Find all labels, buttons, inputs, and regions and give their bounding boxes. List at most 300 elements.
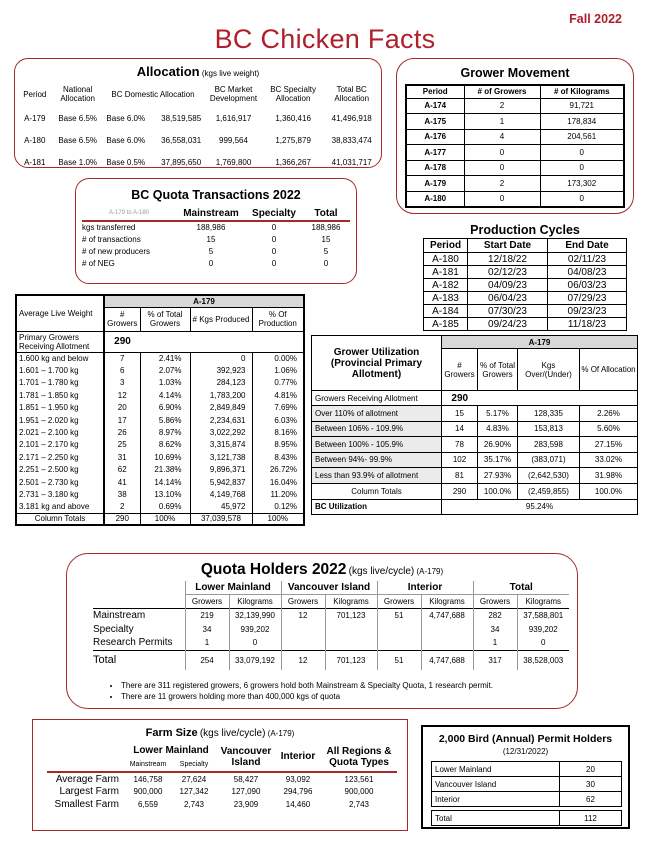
totals-row: [16, 513, 304, 525]
cell: 146,758: [133, 774, 163, 784]
cell: 4.81%: [252, 389, 304, 401]
row-label: kgs transferred: [82, 223, 136, 232]
cell: [325, 636, 377, 650]
row-label: Over 110% of allotment: [312, 406, 442, 422]
cell: 78: [442, 437, 478, 453]
cell: 100%: [140, 513, 190, 525]
row-label: 2.251 – 2.500 kg: [16, 464, 104, 476]
cell: 2,849,849: [190, 402, 252, 414]
quota-holders-period: (A-179): [416, 567, 444, 576]
cell: 51: [377, 608, 421, 622]
cell: 35.17%: [478, 452, 518, 468]
cell: 20: [560, 762, 622, 777]
col-header: Total: [314, 207, 338, 219]
row-label: Average Farm: [55, 773, 119, 785]
receiving-row: [312, 391, 638, 406]
header-row: [82, 206, 350, 221]
cell: 6.90%: [140, 402, 190, 414]
cell: 12: [281, 650, 325, 670]
cell: (383,071): [518, 452, 580, 468]
totals-label: Total: [432, 811, 560, 826]
utilization-label: BC Utilization: [312, 499, 442, 514]
cell: 100.0%: [478, 483, 518, 499]
cell: 294,796: [283, 787, 313, 796]
row-label: Largest Farm: [59, 786, 119, 797]
cell: 701,123: [325, 608, 377, 622]
grower-movement-panel: [396, 58, 634, 214]
row-label: Specialty: [93, 623, 134, 635]
table-row: [424, 279, 627, 292]
cell: 123,561: [344, 774, 374, 784]
period-cell: A-181: [24, 157, 46, 167]
header-row: [424, 239, 627, 253]
row-label: Between 100% - 105.9%: [312, 437, 442, 453]
cell: 0: [271, 223, 277, 232]
cell: 8.95%: [252, 439, 304, 451]
allocation-heading: [15, 64, 381, 79]
utilization-value: 95.24%: [442, 499, 638, 514]
row-label: Smallest Farm: [54, 799, 119, 810]
farm-size-panel: [32, 719, 408, 831]
cell: 8.16%: [252, 426, 304, 438]
bird-permits-table: [431, 761, 622, 826]
row-label: 2.101 – 2.170 kg: [16, 439, 104, 451]
cell: 100.0%: [580, 483, 638, 499]
period-cell: A-181: [424, 266, 468, 279]
utilization-title: Grower Utilization (Provincial Primary Allotment): [312, 336, 442, 391]
cell: 12: [104, 389, 140, 401]
col-header: % of Total Growers: [140, 307, 190, 331]
sub-header: Growers: [185, 594, 229, 608]
cell: 14: [442, 421, 478, 437]
col-header: % Of Allocation: [580, 349, 638, 391]
farm-size-heading: [33, 727, 407, 739]
cell: 0: [271, 246, 277, 256]
cell: 8.97%: [140, 426, 190, 438]
cell: 128,335: [518, 406, 580, 422]
cell: Base 6.0%: [106, 135, 146, 145]
cell: 38,519,585: [161, 113, 202, 123]
period-header: A-179: [104, 295, 304, 307]
table-row: [47, 772, 397, 785]
cell: 38,528,003: [517, 650, 569, 670]
production-cycles-table: [423, 238, 627, 331]
cell: 41: [104, 476, 140, 488]
col-header: Vancouver Island: [220, 745, 272, 768]
period-cell: A-180: [424, 253, 468, 266]
grower-movement-table: [405, 84, 625, 208]
cell: [281, 636, 325, 650]
cell: 290: [104, 513, 140, 525]
row-label: 2.171 – 2.250 kg: [16, 451, 104, 463]
cell: 30: [560, 777, 622, 792]
live-weight-table: [15, 294, 305, 526]
season-label: Fall 2022: [569, 12, 622, 26]
cell: 0.69%: [140, 501, 190, 513]
row-label: 2.501 – 2.730 kg: [16, 476, 104, 488]
totals-row: [432, 811, 622, 826]
note: • There are 311 registered growers, 6 growers hold both Mainstream & Specialty Quota, 1 research permit.: [121, 681, 493, 690]
table-row: [17, 129, 381, 151]
cell: 2.26%: [580, 406, 638, 422]
cell: 4.83%: [478, 421, 518, 437]
row-label: # of NEG: [82, 258, 115, 268]
period-cell: A-176: [406, 129, 464, 145]
region-header: Interior: [377, 581, 473, 594]
cell: 0: [271, 258, 277, 268]
cell: Base 1.0%: [58, 157, 98, 167]
region-header: Total: [473, 581, 569, 594]
cell: Base 6.0%: [106, 113, 146, 123]
row-label: Between 94%- 99.9%: [312, 452, 442, 468]
row-label: 1.851 – 1.950 kg: [16, 402, 104, 414]
cell: Base 6.5%: [58, 113, 98, 123]
cell: 0: [190, 352, 252, 364]
page-title: BC Chicken Facts: [214, 24, 436, 54]
row-label: 2.731 – 3.180 kg: [16, 488, 104, 500]
cell: 4,149,768: [190, 488, 252, 500]
cell: 37,039,578: [190, 513, 252, 525]
cell: 4.14%: [140, 389, 190, 401]
region-header: Lower Mainland: [185, 581, 281, 594]
table-row: [82, 233, 350, 245]
production-cycles-title: Production Cycles: [470, 223, 580, 237]
cell: 25: [104, 439, 140, 451]
row-label: Vancouver Island: [432, 777, 560, 792]
cell: 62: [104, 464, 140, 476]
cell: 6,559: [137, 800, 159, 809]
row-label: Lower Mainland: [432, 762, 560, 777]
cell: 6: [104, 364, 140, 376]
cell: 2,743: [183, 800, 205, 809]
row-label: 1.701 – 1.780 kg: [16, 377, 104, 389]
table-row: [16, 377, 304, 389]
cell: [281, 622, 325, 636]
period-cell: A-183: [424, 292, 468, 305]
date-cell: 09/24/23: [468, 318, 548, 331]
cell: 0.00%: [252, 352, 304, 364]
col-header: Lower Mainland: [133, 744, 209, 756]
cell: [377, 622, 421, 636]
col-header: BC Market Development: [209, 85, 258, 103]
table-row: [432, 777, 622, 792]
cell: 7: [104, 352, 140, 364]
cell: 26: [104, 426, 140, 438]
cell: 127,342: [179, 787, 209, 796]
cell: 37,895,650: [161, 157, 202, 167]
cell: 37,588,801: [517, 608, 569, 622]
cell: 0: [323, 258, 329, 268]
cell: 62: [560, 792, 622, 807]
row-label: 1.600 kg and below: [16, 352, 104, 364]
quota-holders-table: [93, 581, 569, 670]
col-header: Period: [23, 89, 47, 99]
col-header: # of Kilograms: [540, 85, 624, 98]
cell: 2.41%: [140, 352, 190, 364]
cell: 20: [104, 402, 140, 414]
cell: 15: [442, 406, 478, 422]
cell: 51: [377, 650, 421, 670]
quota-holders-panel: [66, 553, 578, 709]
cell: 1.06%: [252, 364, 304, 376]
bird-permits-heading: [423, 733, 628, 758]
cell: 0: [229, 636, 281, 650]
period-row: [16, 295, 304, 307]
cell: (2,459,855): [518, 483, 580, 499]
cell: 204,561: [540, 129, 624, 145]
cell: 3,022,292: [190, 426, 252, 438]
row-label: 1.951 – 2.020 kg: [16, 414, 104, 426]
cell: 188,986: [196, 223, 226, 232]
cell: 219: [185, 608, 229, 622]
table-row: [17, 151, 381, 173]
allocation-unit: (kgs live weight): [201, 69, 260, 78]
cell: (2,642,530): [518, 468, 580, 484]
table-row: [432, 762, 622, 777]
primary-label: Primary Growers Receiving Allotment: [16, 331, 104, 352]
table-row: [17, 107, 381, 129]
farm-size-table: [47, 742, 397, 811]
cell: 5: [323, 246, 329, 256]
col-header: Period: [406, 85, 464, 98]
period-cell: A-184: [424, 305, 468, 318]
table-row: [16, 402, 304, 414]
quota-transactions-table: [82, 206, 350, 269]
table-row: [16, 476, 304, 488]
period-header: A-179: [442, 336, 638, 349]
row-label: Total: [93, 654, 117, 667]
cell: 1,366,267: [275, 157, 311, 167]
cell: 34: [185, 622, 229, 636]
row-label: 1.601 – 1.700 kg: [16, 364, 104, 376]
col-header: Start Date: [468, 239, 548, 253]
production-cycles-panel: [423, 223, 627, 331]
cell: 31: [104, 451, 140, 463]
bird-permits-title: 2,000 Bird (Annual) Permit Holders: [438, 733, 613, 745]
cell: 4,747,688: [421, 608, 473, 622]
cell: Base 6.5%: [58, 135, 98, 145]
period-cell: A-174: [406, 98, 464, 114]
allocation-table: [17, 81, 381, 173]
table-row: [406, 176, 624, 192]
cell: 2: [104, 501, 140, 513]
period-cell: A-177: [406, 145, 464, 161]
table-row: [82, 245, 350, 257]
cell: 31.98%: [580, 468, 638, 484]
cell: 188,986: [311, 223, 341, 232]
table-row: [312, 406, 638, 422]
primary-value: 290: [104, 331, 140, 352]
cell: 283,598: [518, 437, 580, 453]
cell: [325, 622, 377, 636]
cell: 127,090: [231, 787, 261, 796]
table-row: [312, 452, 638, 468]
sub-header: Kilograms: [421, 594, 473, 608]
cell: 0: [517, 636, 569, 650]
totals-label: Column Totals: [16, 513, 104, 525]
period-cell: A-178: [406, 160, 464, 176]
table-row: [82, 221, 350, 233]
cell: 2,234,631: [190, 414, 252, 426]
header-row: [47, 742, 397, 758]
cell: 14,460: [285, 800, 311, 809]
col-header: Mainstream: [183, 207, 239, 219]
col-header: All Regions & Quota Types: [326, 745, 392, 768]
cell: 900,000: [133, 787, 163, 796]
cell: 100%: [252, 513, 304, 525]
cell: 999,564: [219, 135, 248, 145]
cell: 254: [185, 650, 229, 670]
table-row: [82, 257, 350, 269]
bird-permits-date: (12/31/2022): [502, 747, 549, 756]
quota-transactions-title: BC Quota Transactions 2022: [131, 188, 301, 202]
quota-transactions-panel: [75, 178, 357, 284]
table-row: [16, 439, 304, 451]
period-row: [312, 336, 638, 349]
table-row: [47, 798, 397, 811]
cell: 5: [208, 246, 214, 256]
cell: 4: [464, 129, 540, 145]
cell: 1: [185, 636, 229, 650]
sub-header: Kilograms: [325, 594, 377, 608]
col-header: % Of Production: [252, 307, 304, 331]
sub-header: Kilograms: [229, 594, 281, 608]
cell: 1,360,416: [275, 113, 311, 123]
cell: 0.12%: [252, 501, 304, 513]
cell: 0: [271, 234, 277, 244]
allocation-title: Allocation: [136, 64, 200, 79]
sub-header-row: [93, 594, 569, 608]
cell: 2: [464, 98, 540, 114]
cell: 34: [473, 622, 517, 636]
row-label: Research Permits: [93, 637, 173, 649]
table-row: [312, 437, 638, 453]
region-header-row: [93, 581, 569, 594]
note: • There are 11 growers holding more than 400,000 kgs of quota: [121, 692, 493, 701]
receiving-label: Growers Receiving Allotment: [312, 391, 442, 406]
cell: 282: [473, 608, 517, 622]
cell: 38: [104, 488, 140, 500]
corner-label: Average Live Weight: [16, 295, 104, 331]
period-cell: A-180: [24, 135, 46, 145]
cell: 41,496,918: [331, 113, 372, 123]
date-cell: 04/08/23: [548, 266, 627, 279]
receiving-value: 290: [442, 391, 478, 406]
sub-header: Mainstream: [129, 761, 167, 768]
sub-header: Kilograms: [517, 594, 569, 608]
cell: 27,624: [181, 774, 207, 784]
quota-holders-title: Quota Holders 2022: [200, 561, 347, 578]
cell: 4,747,688: [421, 650, 473, 670]
cell: 41,031,717: [331, 157, 372, 167]
col-header: # Kgs Produced: [190, 307, 252, 331]
quota-holders-notes: [107, 681, 493, 701]
cell: 17: [104, 414, 140, 426]
cell: 13.10%: [140, 488, 190, 500]
cell: 939,202: [517, 622, 569, 636]
cell: 173,302: [540, 176, 624, 192]
cell: 178,834: [540, 114, 624, 130]
cell: 2,743: [348, 800, 370, 809]
cell: 45,972: [190, 501, 252, 513]
cell: 0: [464, 191, 540, 207]
period-cell: A-179: [24, 113, 46, 123]
table-row: [93, 636, 569, 650]
date-cell: 11/18/23: [548, 318, 627, 331]
table-row: [424, 305, 627, 318]
table-row: [16, 426, 304, 438]
row-label: Between 106% - 109.9%: [312, 421, 442, 437]
cell: [421, 636, 473, 650]
period-cell: A-179: [406, 176, 464, 192]
cell: [421, 622, 473, 636]
allocation-panel: [14, 58, 382, 168]
cell: 91,721: [540, 98, 624, 114]
cell: 0: [540, 145, 624, 161]
table-row: [93, 622, 569, 636]
cell: 7.69%: [252, 402, 304, 414]
cell: 27.93%: [478, 468, 518, 484]
date-cell: 09/23/23: [548, 305, 627, 318]
cell: 290: [442, 483, 478, 499]
cell: 1,616,917: [215, 113, 252, 123]
col-header: BC Specialty Allocation: [270, 85, 316, 103]
cell: 12: [281, 608, 325, 622]
cell: 6.03%: [252, 414, 304, 426]
table-row: [312, 421, 638, 437]
row-label: Mainstream: [93, 609, 146, 621]
row-label: Interior: [432, 792, 560, 807]
table-row: [16, 389, 304, 401]
region-header: Vancouver Island: [281, 581, 377, 594]
cell: 0: [464, 145, 540, 161]
farm-size-period: (A-179): [267, 729, 295, 738]
cell: 153,813: [518, 421, 580, 437]
cell: 81: [442, 468, 478, 484]
date-cell: 07/29/23: [548, 292, 627, 305]
cell: 0.77%: [252, 377, 304, 389]
table-row: [406, 98, 624, 114]
bird-permits-panel: [421, 725, 630, 829]
row-label: 2.021 – 2.100 kg: [16, 426, 104, 438]
cell: 1: [473, 636, 517, 650]
sub-header: Growers: [377, 594, 421, 608]
table-row: [406, 145, 624, 161]
date-cell: 07/30/23: [468, 305, 548, 318]
cell: 8.62%: [140, 439, 190, 451]
cell: 0: [540, 160, 624, 176]
cell: 5.60%: [580, 421, 638, 437]
cell: 701,123: [325, 650, 377, 670]
col-header: Interior: [280, 751, 316, 762]
period-cell: A-185: [424, 318, 468, 331]
cell: 38,833,474: [331, 135, 372, 145]
grower-movement-title: Grower Movement: [460, 66, 570, 80]
col-header: Period: [424, 239, 468, 253]
date-cell: 02/12/23: [468, 266, 548, 279]
table-row: [312, 468, 638, 484]
sub-header: Growers: [281, 594, 325, 608]
cell: 14.14%: [140, 476, 190, 488]
utilization-row: [312, 499, 638, 514]
cell: 5.17%: [478, 406, 518, 422]
table-row: [424, 253, 627, 266]
col-header: End Date: [548, 239, 627, 253]
date-cell: 12/18/22: [468, 253, 548, 266]
allocation-header-row: [17, 81, 381, 107]
col-header: % of Total Growers: [478, 349, 518, 391]
table-row: [16, 501, 304, 513]
